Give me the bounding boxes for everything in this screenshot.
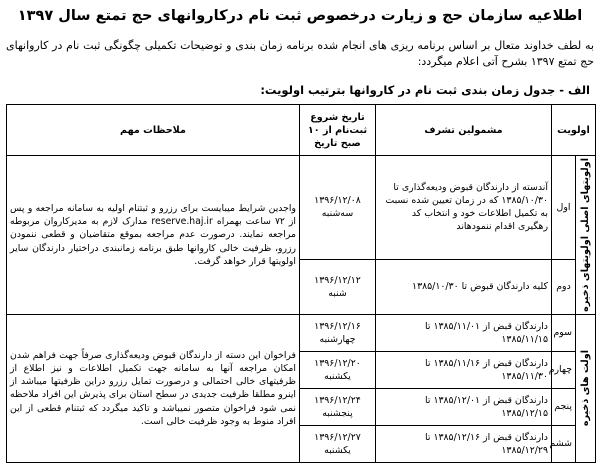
- row-date: ۱۳۹۶/۱۲/۲۰: [314, 357, 361, 369]
- table-row: [7, 314, 596, 351]
- row-people: دارندگان قبض از ۱۳۸۵/۱۱/۱۶ تا ۱۳۸۵/۱۱/۳۰: [375, 351, 551, 388]
- row-day: چهارشنبه: [319, 333, 356, 345]
- row-day: شنبه: [328, 287, 347, 299]
- header-notes: ملاحظات مهم: [7, 105, 300, 156]
- row-date-cell: [299, 259, 375, 314]
- row-date-cell: [299, 388, 375, 425]
- row-date-cell: [299, 425, 375, 462]
- row-people: آندسته از دارندگان قبوض ودیعه‌گذاری تا ۱۳۸۵/۱۰/۳۰ که در زمان تعیین شده نسبت به تکمیل اطلاعات خود و انتخاب کد رهگیری اقدام ننمودهاند: [375, 156, 551, 260]
- row-day: یکشنبه: [324, 370, 351, 382]
- row-date-cell: [299, 351, 375, 388]
- row-date: ۱۳۹۶/۱۲/۱۶: [314, 320, 361, 332]
- row-number: چهارم: [551, 351, 575, 388]
- row-number: دوم: [551, 259, 575, 314]
- row-people: دارندگان قبض از ۱۳۸۵/۱۲/۱۶ تا ۱۳۸۵/۱۲/۲۹: [375, 425, 551, 462]
- group-cell-reserve: [576, 314, 596, 462]
- row-day: یکشنبه: [324, 444, 351, 456]
- row-day: پنجشنبه: [322, 407, 353, 419]
- header-priority: اولویت: [551, 105, 595, 156]
- row-number: ششم: [551, 425, 575, 462]
- row-number: پنجم: [551, 388, 575, 425]
- row-people: دارندگان قبض از ۱۳۸۵/۱۱/۰۱ تا ۱۳۸۵/۱۱/۱۵: [375, 314, 551, 351]
- row-date-cell: [299, 314, 375, 351]
- header-responsible: مشمولین تشرف: [375, 105, 551, 156]
- table-row: [7, 156, 596, 260]
- row-people: کلیه دارندگان قبوض تا ۱۳۸۵/۱۰/۳۰: [375, 259, 551, 314]
- document-title: اطلاعیه سازمان حج و زیارت درخصوص ثبت نام درکاروانهای حج تمتع سال ۱۳۹۷: [17, 8, 583, 24]
- row-day: سه‌شنبه: [321, 208, 354, 220]
- row-number: سوم: [551, 314, 575, 351]
- notes-cell: فراخوان این دسته از دارندگان قبوض ودیعه‌گذاری صرفاً جهت فراهم شدن امکان مراجعه آنها به سامانه جهت تکمیل اطلاعات و نیز اطلاع از ظرفیتهای خالی احتمالی و درصورت تمایل رزرو دراین ظرفیتها میباشد از اینرو مطلقا ظرفیت جدیدی در سطح استان برای پذیرش این افراد ملاحظه نمی شود فراخوان متصور نمیباشد و تاکید میگردد که ثبتنام قطعی از این افراد منوط به وجود ظرفیت خالی است.: [7, 314, 300, 462]
- row-people: دارندگان قبض از ۱۳۸۵/۱۲/۰۱ تا ۱۳۸۵/۱۲/۱۵: [375, 388, 551, 425]
- row-date: ۱۳۹۶/۱۲/۰۸: [314, 195, 361, 207]
- intro-paragraph: به لطف خداوند متعال بر اساس برنامه ریزی های انجام شده برنامه زمان بندی و توضیحات تکمیلی چگونگی ثبت نام در کاروانهای حج تمتع ۱۳۹۷ بشرح آتی اعلام میگردد:: [6, 39, 594, 68]
- row-date: ۱۳۹۶/۱۲/۱۲: [314, 274, 361, 286]
- table-header-row: [7, 105, 596, 156]
- row-date-cell: [299, 156, 375, 260]
- row-date: ۱۳۹۶/۱۲/۲۷: [314, 431, 361, 443]
- notes-cell: واجدین شرایط میبایست برای رزرو و ثبتنام اولیه به سامانه مراجعه و پس از ۷۲ ساعت بهمراه reserve.haj.ir مدارک لازم به مدیرکاروان مربوطه مراجعه نمایند. درصورت عدم مراجعه بموقع متقاضیان و قطعی ننمودن رزرو، ظرفیت خالی کاروانها طبق برنامه زمانبندی دراختیار دارندگان سایر اولویتها قرار خواهد گرفت.: [7, 156, 300, 315]
- section-heading: الف - جدول زمان بندی ثبت نام در کاروانها بترتیب اولویت:: [260, 83, 590, 97]
- header-start-date: تاریخ شروع ثبت‌نام از ۱۰ صبح تاریخ: [299, 105, 375, 156]
- row-number: اول: [551, 156, 575, 260]
- group-cell-main: [576, 156, 596, 315]
- group-label: اولت های ذخیره: [580, 350, 591, 427]
- group-label: اولویتهای اصلی اولویتهای ذخیره: [580, 158, 591, 312]
- row-date: ۱۳۹۶/۱۲/۲۴: [314, 394, 361, 406]
- schedule-table: [6, 104, 596, 463]
